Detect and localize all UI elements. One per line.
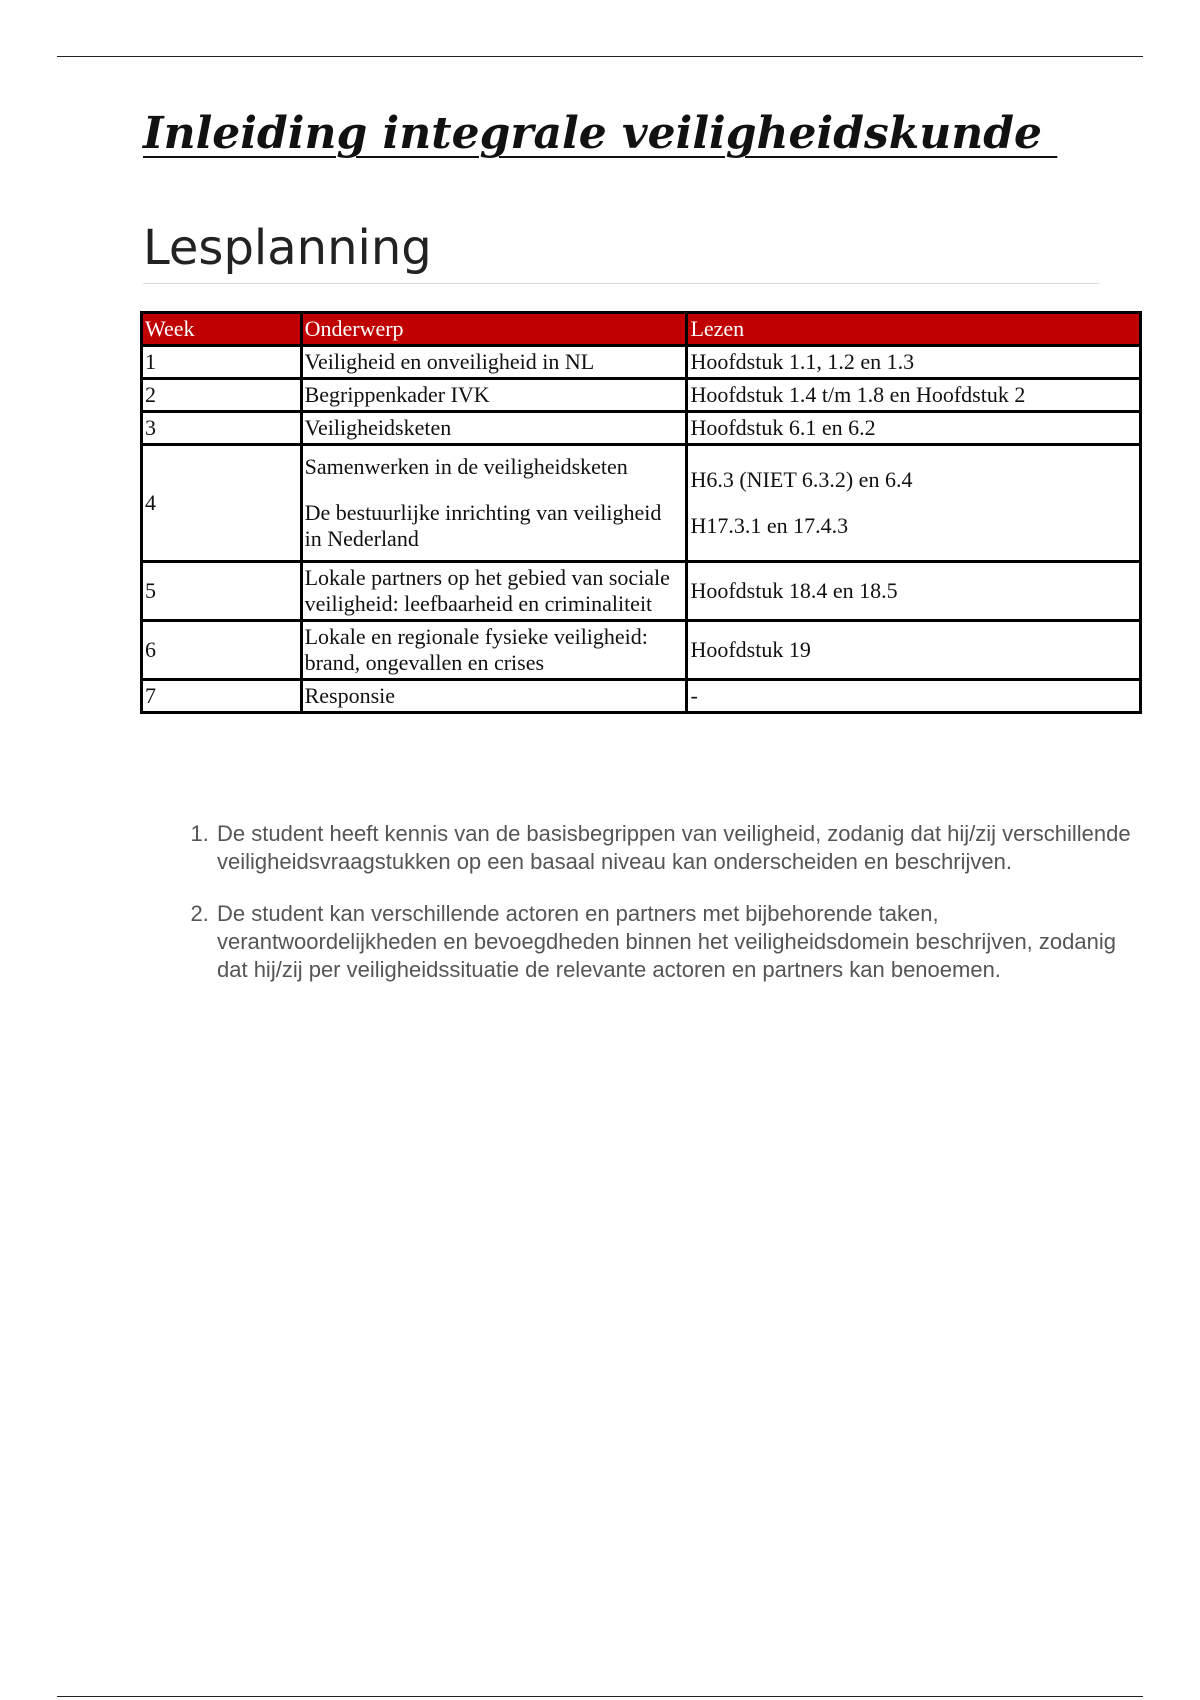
reading-cell: Hoofdstuk 18.4 en 18.5 — [687, 562, 1141, 621]
lesson-schedule-table — [140, 311, 1142, 714]
table-row — [142, 346, 1141, 379]
list-item: 2. De student kan verschillende actoren en partners met bijbehorende taken, verantwoordelijkheden en bevoegdheden binnen het veiligheidsdomein beschrijven, zodanig dat hij/zij per veiligheidssituatie de relevante actoren en partners kan benoemen. — [215, 900, 1145, 984]
week-cell: 5 — [142, 562, 302, 621]
topic-line: Samenwerken in de veiligheidsketen — [304, 454, 628, 479]
topic-line: De bestuurlijke inrichting van veiligheid in Nederland — [304, 500, 662, 551]
week-cell: 1 — [142, 346, 302, 379]
page-top-rule — [57, 56, 1143, 57]
table-row — [142, 621, 1141, 680]
reading-cell: Hoofdstuk 19 — [687, 621, 1141, 680]
week-cell: 7 — [142, 680, 302, 713]
reading-cell — [687, 445, 1141, 562]
section-heading-lesplanning: Lesplanning — [143, 220, 432, 276]
reading-line: H6.3 (NIET 6.3.2) en 6.4 — [690, 467, 913, 492]
schedule-body — [142, 346, 1141, 713]
table-row — [142, 379, 1141, 412]
table-row — [142, 412, 1141, 445]
week-cell: 3 — [142, 412, 302, 445]
document-title: Inleiding integrale veiligheidskunde — [143, 108, 1058, 159]
header-week: Week — [142, 313, 302, 346]
table-row — [142, 445, 1141, 562]
topic-cell: Responsie — [301, 680, 687, 713]
topic-cell: Lokale en regionale fysieke veiligheid: brand, ongevallen en crises — [301, 621, 687, 680]
topic-cell: Begrippenkader IVK — [301, 379, 687, 412]
week-cell: 2 — [142, 379, 302, 412]
schedule-header — [142, 313, 1141, 346]
topic-cell: Veiligheidsketen — [301, 412, 687, 445]
schedule-header-row — [142, 313, 1141, 346]
week-cell: 4 — [142, 445, 302, 562]
reading-cell: Hoofdstuk 1.1, 1.2 en 1.3 — [687, 346, 1141, 379]
topic-cell: Veiligheid en onveiligheid in NL — [301, 346, 687, 379]
reading-line: H17.3.1 en 17.4.3 — [690, 513, 849, 538]
week-cell: 6 — [142, 621, 302, 680]
section-heading-rule — [143, 283, 1100, 284]
topic-cell — [301, 445, 687, 562]
header-topic: Onderwerp — [301, 313, 687, 346]
table-row — [142, 680, 1141, 713]
table-row — [142, 562, 1141, 621]
learning-objectives-list — [175, 820, 1145, 1008]
header-reading: Lezen — [687, 313, 1141, 346]
reading-cell: Hoofdstuk 6.1 en 6.2 — [687, 412, 1141, 445]
list-item: 1. De student heeft kennis van de basisbegrippen van veiligheid, zodanig dat hij/zij verschillende veiligheidsvraagstukken op een basaal niveau kan onderscheiden en beschrijven. — [215, 820, 1145, 876]
page-bottom-rule — [57, 1696, 1143, 1697]
topic-cell: Lokale partners op het gebied van sociale veiligheid: leefbaarheid en criminaliteit — [301, 562, 687, 621]
reading-cell: - — [687, 680, 1141, 713]
reading-cell: Hoofdstuk 1.4 t/m 1.8 en Hoofdstuk 2 — [687, 379, 1141, 412]
